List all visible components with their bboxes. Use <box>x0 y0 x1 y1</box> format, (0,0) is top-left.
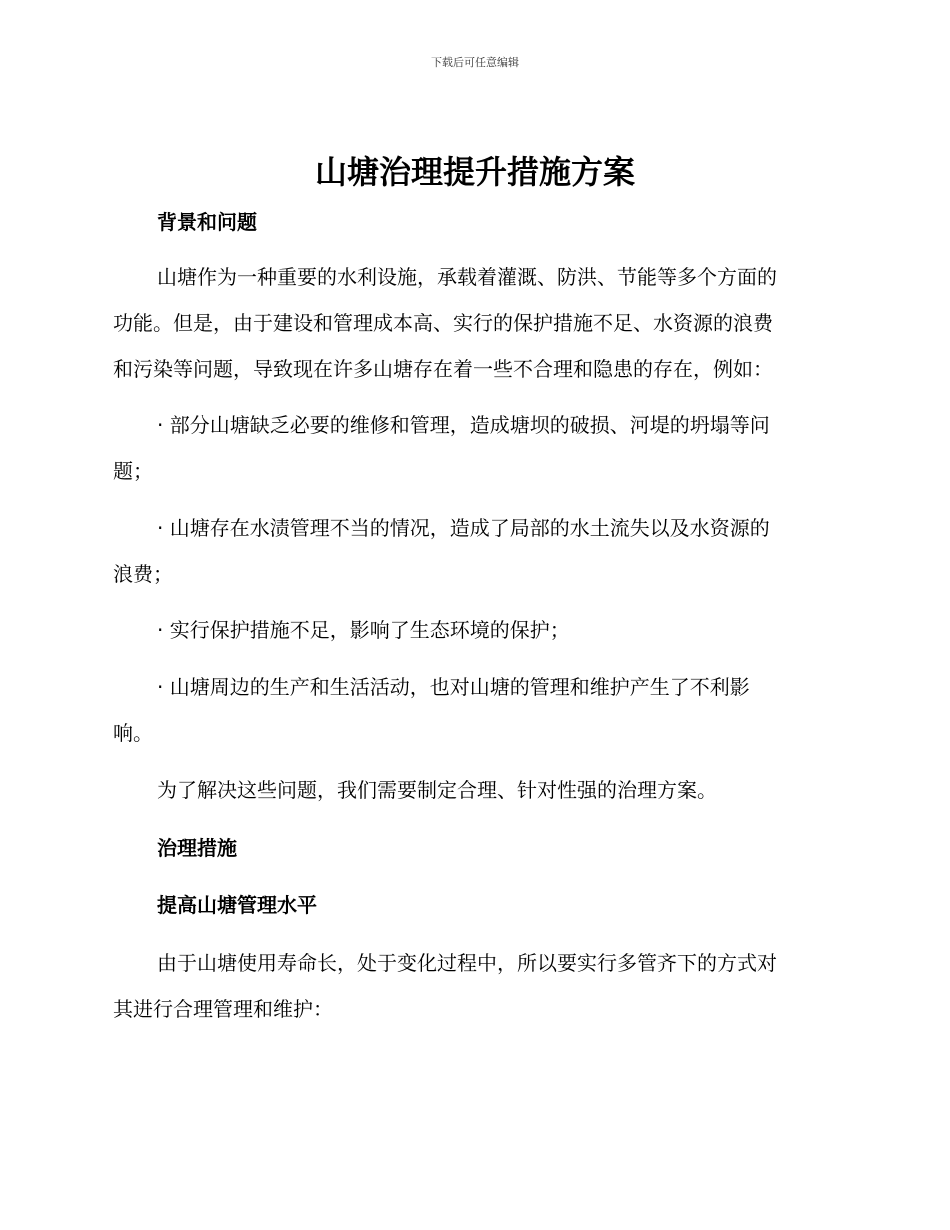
page-header-note: 下载后可任意编辑 <box>431 56 519 69</box>
bullet-1-line-1: · 部分山塘缺乏必要的维修和管理，造成塘坝的破损、河堤的坍塌等问 <box>157 413 770 437</box>
bullet-2-line-2: 浪费； <box>113 562 173 586</box>
bullet-4-line-2: 响。 <box>113 721 153 745</box>
subsection-heading-management: 提高山塘管理水平 <box>157 893 317 917</box>
bullet-2-line-1: · 山塘存在水渍管理不当的情况，造成了局部的水土流失以及水资源的 <box>157 516 770 540</box>
measures-line-1: 由于山塘使用寿命长，处于变化过程中，所以要实行多管齐下的方式对 <box>157 951 777 975</box>
measures-line-2: 其进行合理管理和维护： <box>113 997 333 1021</box>
bullet-item-2 <box>113 505 829 597</box>
bullet-item-4 <box>113 664 829 756</box>
section-heading-background: 背景和问题 <box>157 210 257 234</box>
section-heading-measures: 治理措施 <box>157 836 237 860</box>
bullet-1-line-2: 题； <box>113 459 153 483</box>
measures-paragraph <box>113 940 829 1032</box>
bullet-4-line-1: · 山塘周边的生产和生活活动，也对山塘的管理和维护产生了不利影 <box>157 675 750 699</box>
background-line-2: 功能。但是，由于建设和管理成本高、实行的保护措施不足、水资源的浪费 <box>113 311 773 335</box>
document-title: 山塘治理提升措施方案 <box>314 153 635 191</box>
background-line-1: 山塘作为一种重要的水利设施，承载着灌溉、防洪、节能等多个方面的 <box>157 265 777 289</box>
bullet-item-1 <box>113 402 829 494</box>
bullet-item-3: · 实行保护措施不足，影响了生态环境的保护； <box>157 618 570 642</box>
background-paragraph <box>113 254 829 392</box>
background-line-3: 和污染等问题，导致现在许多山塘存在着一些不合理和隐患的存在，例如： <box>113 357 773 381</box>
conclusion-paragraph: 为了解决这些问题，我们需要制定合理、针对性强的治理方案。 <box>157 778 717 802</box>
